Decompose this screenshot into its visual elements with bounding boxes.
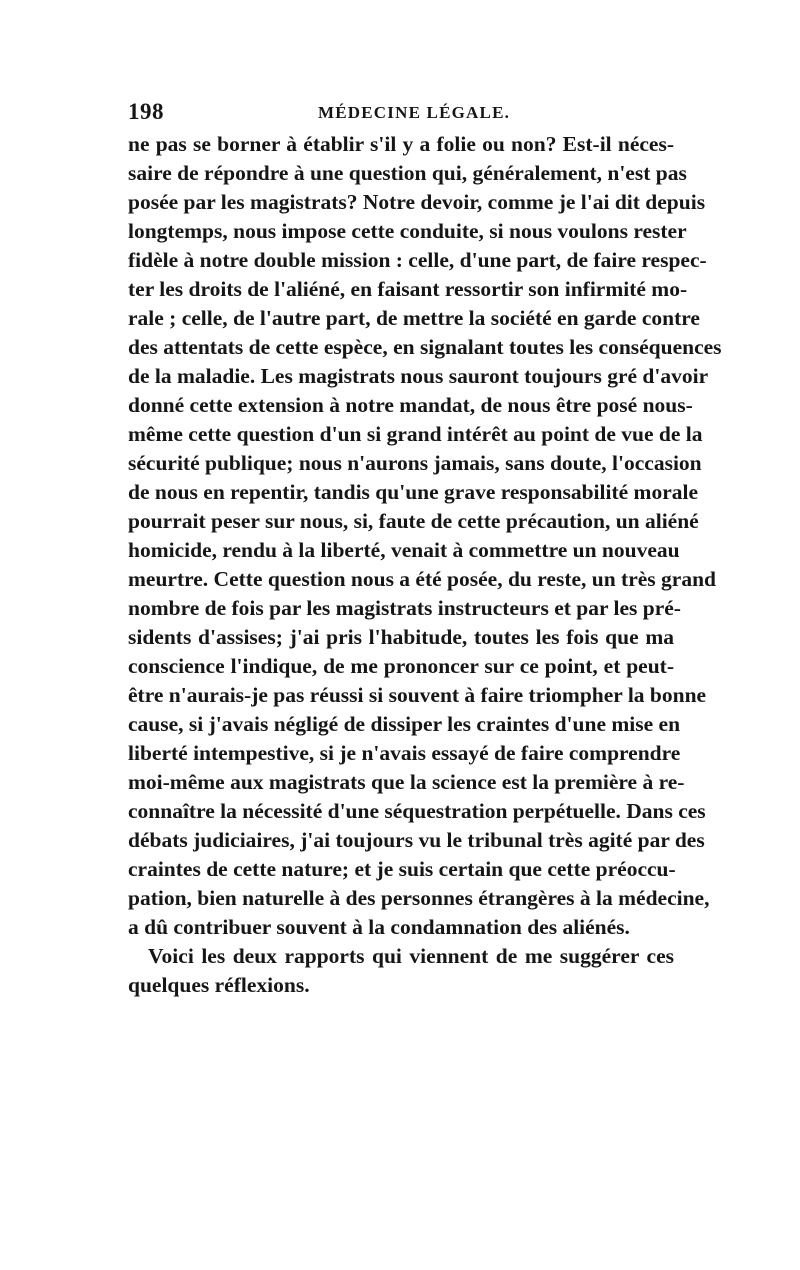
text-line: pourrait peser sur nous, si, faute de cette précaution, un aliéné xyxy=(128,509,699,533)
body-text xyxy=(128,130,722,1000)
text-line: de la maladie. Les magistrats nous sauront toujours gré d'avoir xyxy=(128,364,709,388)
text-line: être n'aurais-je pas réussi si souvent à faire triompher la bonne xyxy=(128,683,707,707)
text-line: pation, bien naturelle à des personnes étrangères à la médecine, xyxy=(128,886,710,910)
text-line: nombre de fois par les magistrats instructeurs et par les pré- xyxy=(128,596,681,620)
text-line: fidèle à notre double mission : celle, d'une part, de faire respec- xyxy=(128,248,707,272)
text-line: rale ; celle, de l'autre part, de mettre la société en garde contre xyxy=(128,306,700,330)
paragraph-end-line: a dû contribuer souvent à la condamnation des aliénés. xyxy=(128,915,630,939)
running-title: MÉDECINE LÉGALE. xyxy=(318,103,511,122)
text-line: Voici les deux rapports qui viennent de me suggérer ces xyxy=(148,944,674,968)
text-line: connaître la nécessité d'une séquestration perpétuelle. Dans ces xyxy=(128,799,706,823)
text-line: moi-même aux magistrats que la science est la première à re- xyxy=(128,770,685,794)
text-line: ter les droits de l'aliéné, en faisant ressortir son infirmité mo- xyxy=(128,277,688,301)
text-line: craintes de cette nature; et je suis certain que cette préoccu- xyxy=(128,857,676,881)
text-line: liberté intempestive, si je n'avais essayé de faire comprendre xyxy=(128,741,681,765)
text-line: des attentats de cette espèce, en signalant toutes les conséquences xyxy=(128,335,722,359)
text-line: même cette question d'un si grand intérêt au point de vue de la xyxy=(128,422,703,446)
text-line: conscience l'indique, de me prononcer sur ce point, et peut- xyxy=(128,654,674,678)
page-number: 198 xyxy=(128,99,164,124)
text-line: sidents d'assises; j'ai pris l'habitude, toutes les fois que ma xyxy=(128,625,674,649)
text-line: ne pas se borner à établir s'il y a folie ou non? Est-il néces- xyxy=(128,132,674,156)
text-line: débats judiciaires, j'ai toujours vu le tribunal très agité par des xyxy=(128,828,705,852)
text-line: de nous en repentir, tandis qu'une grave responsabilité morale xyxy=(128,480,699,504)
text-line: meurtre. Cette question nous a été posée, du reste, un très grand xyxy=(128,567,717,591)
text-line: homicide, rendu à la liberté, venait à commettre un nouveau xyxy=(128,538,680,562)
text-line: donné cette extension à notre mandat, de nous être posé nous- xyxy=(128,393,693,417)
text-line: saire de répondre à une question qui, généralement, n'est pas xyxy=(128,161,687,185)
text-line: longtemps, nous impose cette conduite, si nous voulons rester xyxy=(128,219,687,243)
text-line: posée par les magistrats? Notre devoir, comme je l'ai dit depuis xyxy=(128,190,706,214)
running-head xyxy=(128,97,674,127)
paragraph-end-line: quelques réflexions. xyxy=(128,973,310,997)
text-line: sécurité publique; nous n'aurons jamais, sans doute, l'occasion xyxy=(128,451,702,475)
text-line: cause, si j'avais négligé de dissiper les craintes d'une mise en xyxy=(128,712,681,736)
